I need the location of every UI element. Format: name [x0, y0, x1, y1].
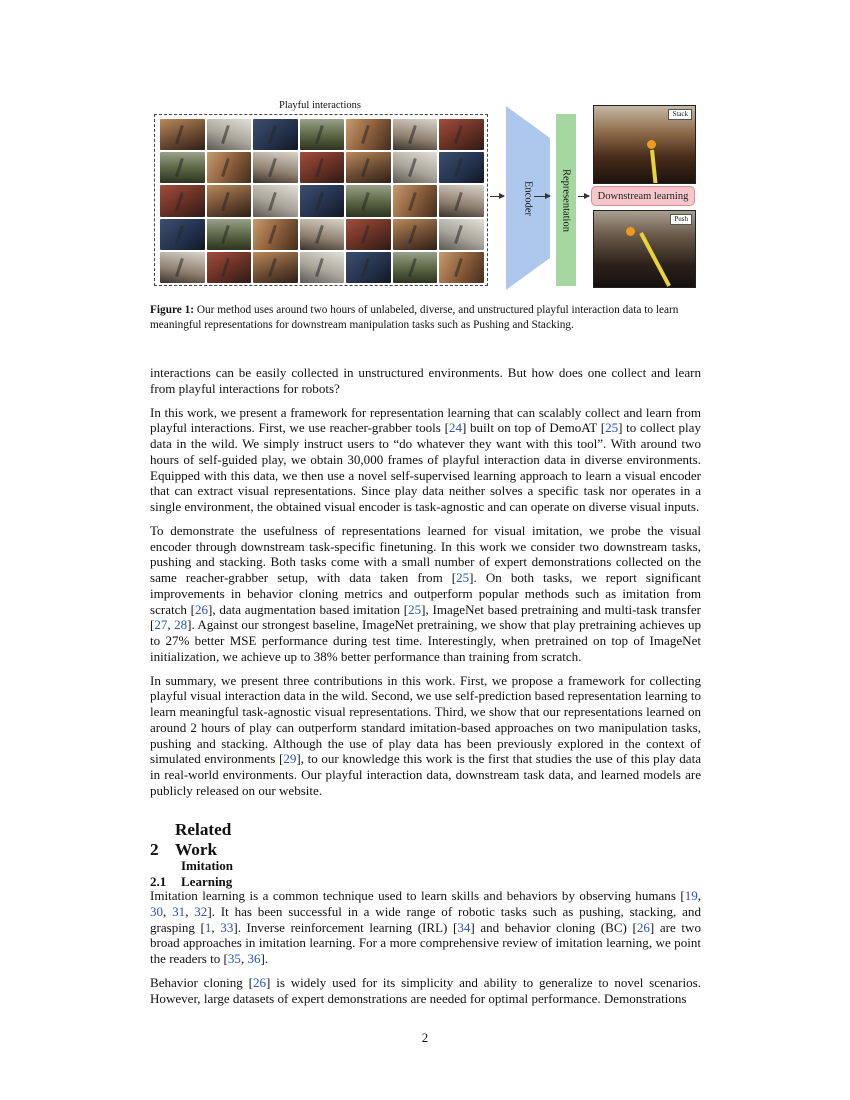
- figure-caption: [150, 303, 706, 333]
- citation-link[interactable]: 34: [457, 919, 471, 935]
- play-image-thumbnail: [439, 252, 484, 283]
- subsection-number: 2.1: [150, 874, 167, 889]
- citation-link[interactable]: 26: [195, 601, 209, 617]
- related-work-text: [150, 888, 701, 1014]
- play-image-thumbnail: [439, 185, 484, 216]
- grabber-stick: [650, 150, 658, 184]
- citation-link[interactable]: 33: [220, 919, 234, 935]
- play-image-thumbnail: [346, 219, 391, 250]
- play-image-thumbnail: [300, 119, 345, 150]
- caption-label: Figure 1:: [150, 304, 195, 316]
- citation-link[interactable]: 35: [227, 951, 241, 966]
- play-image-thumbnail: [253, 119, 298, 150]
- text-run: Behavior cloning [: [150, 974, 253, 990]
- push-task-photo: [593, 210, 696, 288]
- grid-title: Playful interactions: [279, 100, 361, 111]
- paragraph: [150, 405, 701, 515]
- citation-link[interactable]: 1: [204, 919, 212, 935]
- body-text: [150, 365, 701, 807]
- citation-link[interactable]: 24: [448, 420, 462, 436]
- citation-link[interactable]: 26: [636, 919, 650, 935]
- text-run: ] is widely used for its simplicity and ability to generalize to novel scenarios. However, large datasets of expert demonstrations are needed for optimal performance. Demonstrations: [150, 974, 701, 1006]
- play-image-thumbnail: [207, 219, 252, 250]
- image-grid: [160, 119, 484, 283]
- encoder-label: Encoder: [522, 180, 534, 216]
- play-image-thumbnail: [393, 152, 438, 183]
- figure-1: [150, 98, 705, 294]
- text-run: ] are two broad approaches in imitation learning. For a more comprehensive review of imitation learning, we point the readers to [: [150, 919, 701, 966]
- citation-link[interactable]: 25: [605, 420, 619, 436]
- paragraph: [150, 673, 701, 799]
- text-run: Imitation learning is a common technique used to learn skills and behaviors by observing humans [: [150, 888, 685, 903]
- play-image-thumbnail: [207, 185, 252, 216]
- play-image-thumbnail: [207, 119, 252, 150]
- arrow-grid-to-encoder: [490, 196, 504, 197]
- play-image-thumbnail: [439, 119, 484, 150]
- encoder-label-box: [506, 106, 550, 290]
- citation-link[interactable]: 36: [247, 951, 261, 966]
- text-run: In summary, we present three contributions in this work. First, we propose a framework for collecting playful visual interaction data in the wild. Second, we use self-prediction based representation learning to learn meaningful task-agnostic visual representations. Third, we show that our representations learned on around 2 hours of play can outperform standard imitation-based approaches on two manipulation tasks, pushing and stacking. Although the use of play data has been previously explored in the context of simulated environments [: [150, 672, 701, 767]
- text-run: interactions can be easily collected in unstructured environments. But how does one collect and learn from playful interactions for robots?: [150, 365, 701, 396]
- play-image-thumbnail: [160, 252, 205, 283]
- section-number: 2: [150, 840, 159, 859]
- play-image-thumbnail: [393, 252, 438, 283]
- playful-interactions-grid: [154, 114, 488, 286]
- stack-tag: Stack: [668, 109, 692, 120]
- text-run: In this work, we present a framework for representation learning that can scalably collect and learn from playful interactions. First, we use reacher-grabber tools [: [150, 404, 701, 436]
- representation-label: Representation: [560, 168, 572, 232]
- text-run: ]. It has been successful in a wide range of robotic tasks such as pushing, stacking, and grasping [: [150, 903, 701, 935]
- paragraph: [150, 365, 701, 397]
- text-run: ,: [240, 951, 248, 966]
- text-run: ] built on top of DemoAT [: [461, 420, 606, 436]
- representation-bar: [556, 114, 576, 286]
- citation-link[interactable]: 26: [252, 974, 267, 990]
- text-run: ] to collect play data in the wild. We simply instruct users to “do whatever they want with this tool”. With around two hours of self-guided play, we obtain 30,000 frames of playful interaction data in diverse environments. Equipped with this data, we then use a novel self-supervised learning approach to learn a visual encoder that can extract visual representations. Since play data neither solves a specific task nor operates in a single environment, the obtained visual encoder is task-agnostic and can operate on diverse visual inputs.: [150, 420, 701, 514]
- text-run: ] and behavior cloning (BC) [: [470, 919, 637, 935]
- play-image-thumbnail: [439, 152, 484, 183]
- citation-link[interactable]: 32: [194, 903, 208, 919]
- text-run: ], to our knowledge this work is the first that studies the use of this play data in real-world environments. Our playful interaction data, downstream task data, and learned models are publicly released on our website.: [150, 751, 701, 798]
- text-run: ]. Against our strongest baseline, ImageNet pretraining, we show that play pretraining achieves up to 27% better MSE performance during test time. Interestingly, when pretrained on top of ImageNet initialization, we achieve up to 38% better performance than training from scratch.: [150, 617, 701, 664]
- play-image-thumbnail: [253, 219, 298, 250]
- downstream-learning-box: Downstream learning: [591, 186, 695, 206]
- page-number: 2: [421, 1030, 429, 1045]
- play-image-thumbnail: [346, 119, 391, 150]
- play-image-thumbnail: [253, 185, 298, 216]
- section-heading: [150, 820, 232, 860]
- text-run: ,: [185, 903, 195, 919]
- play-image-thumbnail: [439, 219, 484, 250]
- citation-link[interactable]: 28: [174, 617, 188, 633]
- push-tag: Push: [670, 214, 692, 225]
- text-run: To demonstrate the usefulness of representations learned for visual imitation, we probe the visual encoder through downstream task-specific finetuning. In this work we consider two downstream tasks, pushing and stacking. Both tasks come with a small number of expert demonstrations collected on the same reacher-grabber setup, with data taken from [: [150, 522, 701, 585]
- citation-link[interactable]: 25: [408, 601, 422, 617]
- play-image-thumbnail: [393, 119, 438, 150]
- arrow-representation-to-downstream: [578, 196, 589, 197]
- citation-link[interactable]: 29: [283, 751, 297, 767]
- play-image-thumbnail: [393, 185, 438, 216]
- subsection-title: Imitation Learning: [181, 858, 233, 889]
- citation-link[interactable]: 31: [172, 903, 186, 919]
- play-image-thumbnail: [346, 185, 391, 216]
- text-run: ,: [697, 888, 701, 903]
- play-image-thumbnail: [300, 219, 345, 250]
- play-image-thumbnail: [160, 152, 205, 183]
- play-image-thumbnail: [160, 219, 205, 250]
- subsection-heading: [150, 858, 233, 890]
- orange-ball: [647, 140, 656, 149]
- orange-ball: [626, 227, 635, 236]
- play-image-thumbnail: [207, 152, 252, 183]
- play-image-thumbnail: [253, 152, 298, 183]
- stack-task-photo: [593, 105, 696, 184]
- play-image-thumbnail: [300, 252, 345, 283]
- play-image-thumbnail: [300, 152, 345, 183]
- citation-link[interactable]: 25: [456, 570, 470, 585]
- citation-link[interactable]: 30: [150, 903, 164, 919]
- play-image-thumbnail: [253, 252, 298, 283]
- citation-link[interactable]: 27: [154, 617, 168, 633]
- section-title: Related Work: [175, 820, 232, 859]
- text-run: ]. Inverse reinforcement learning (IRL) [: [233, 919, 458, 935]
- play-image-thumbnail: [393, 219, 438, 250]
- play-image-thumbnail: [160, 119, 205, 150]
- text-run: ,: [167, 617, 175, 633]
- caption-text: Our method uses around two hours of unlabeled, diverse, and unstructured playful interaction data to learn meaningful representations for downstream manipulation tasks such as Pushing and Stacking.: [150, 304, 679, 331]
- play-image-thumbnail: [207, 252, 252, 283]
- play-image-thumbnail: [346, 252, 391, 283]
- paragraph: [150, 888, 701, 967]
- arrow-encoder-to-representation: [534, 196, 550, 197]
- play-image-thumbnail: [346, 152, 391, 183]
- grabber-stick: [639, 232, 671, 287]
- text-run: ].: [260, 951, 269, 966]
- play-image-thumbnail: [300, 185, 345, 216]
- paragraph: [150, 523, 701, 665]
- citation-link[interactable]: 19: [684, 888, 698, 903]
- text-run: ], ImageNet based pretraining and multi-task transfer [: [150, 601, 701, 633]
- play-image-thumbnail: [160, 185, 205, 216]
- text-run: ,: [211, 919, 221, 935]
- text-run: ], data augmentation based imitation [: [208, 601, 409, 617]
- text-run: ,: [163, 903, 173, 919]
- text-run: ]. On both tasks, we report significant improvements in behavior cloning metrics and outperform popular methods such as imitation from scratch [: [150, 570, 701, 617]
- paragraph: [150, 975, 701, 1007]
